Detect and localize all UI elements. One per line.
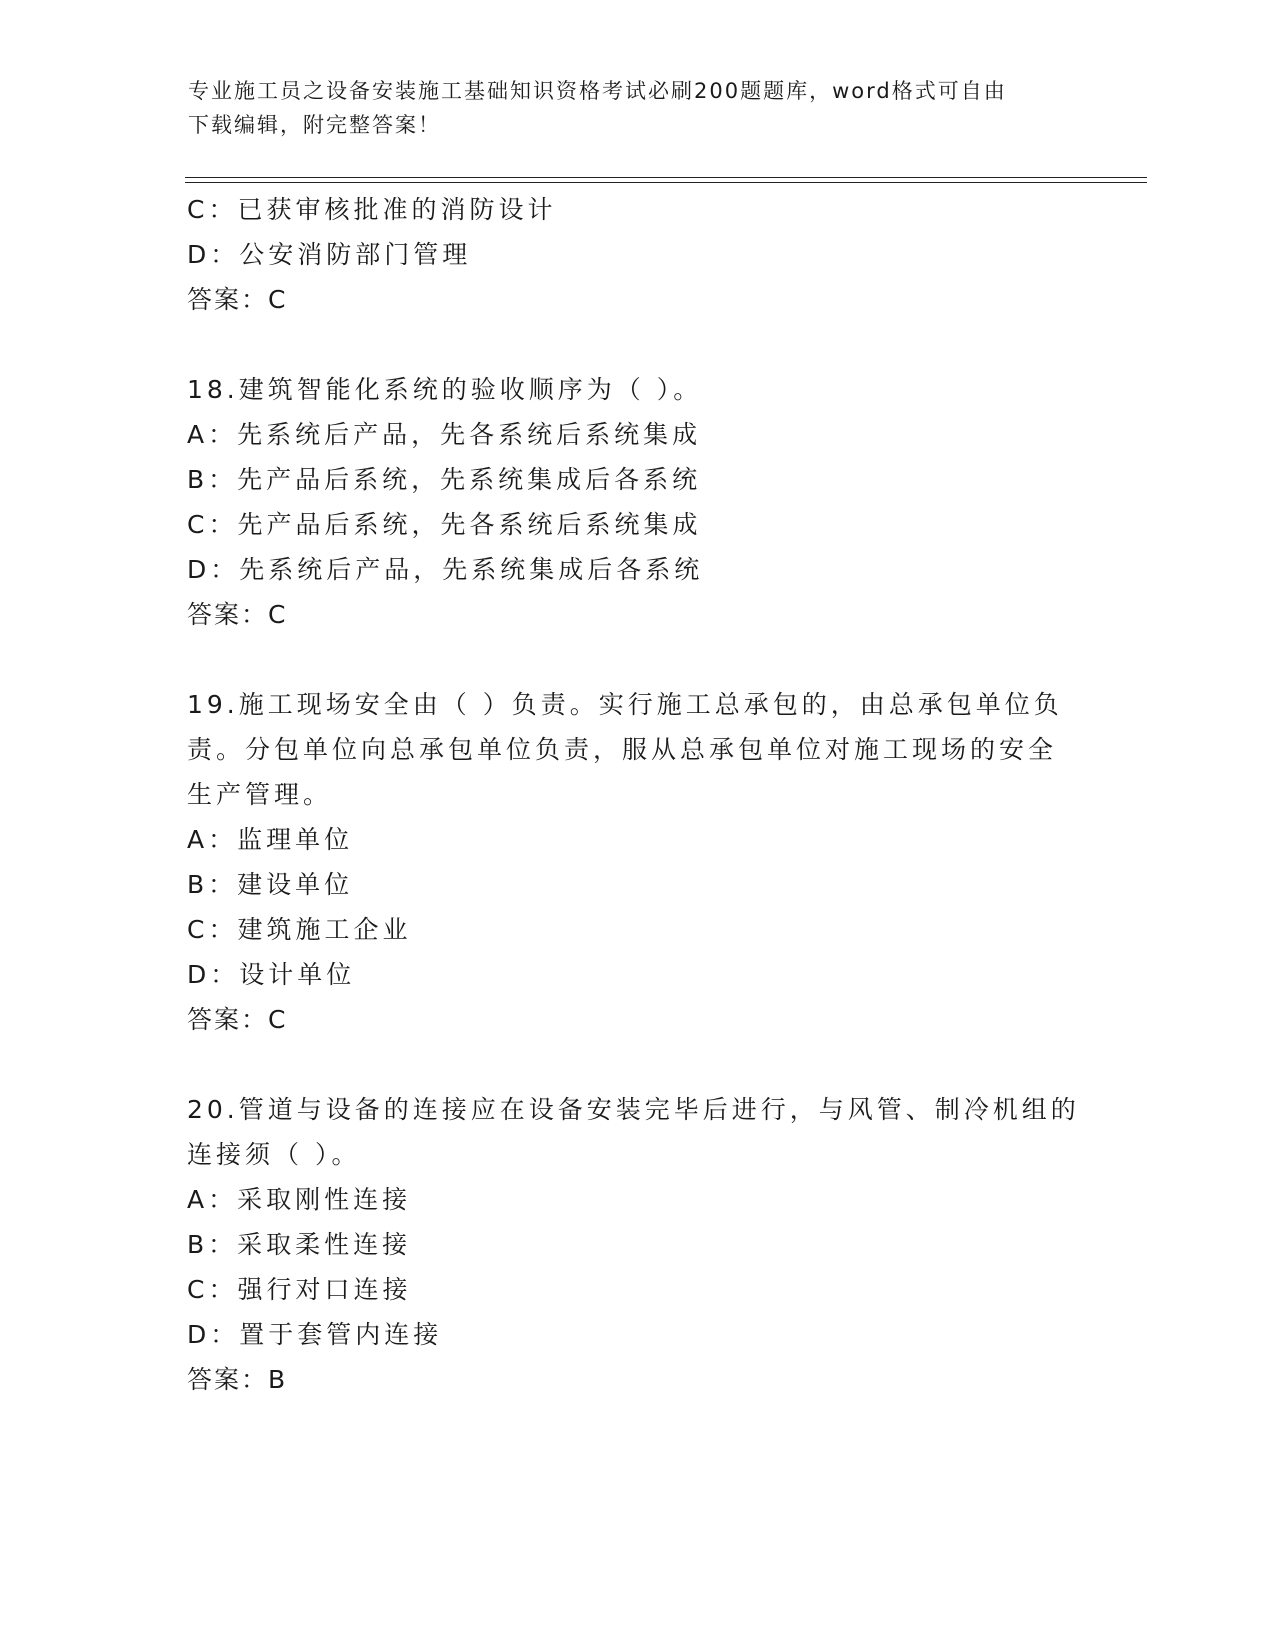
q19-question-line-1: 19.施工现场安全由（ ）负责。实行施工总承包的，由总承包单位负: [187, 690, 1063, 719]
q18-question: 18.建筑智能化系统的验收顺序为（ ）。: [187, 375, 703, 404]
q20-question-line-2: 连接须（ ）。: [187, 1140, 361, 1169]
q20-option-a: A：采取刚性连接: [187, 1185, 412, 1214]
q18-option-d: D：先系统后产品，先系统集成后各系统: [187, 555, 704, 584]
q19-question-line-2: 责。分包单位向总承包单位负责，服从总承包单位对施工现场的安全: [187, 735, 1058, 764]
q20-answer: 答案：B: [187, 1365, 288, 1394]
q17-option-d: D：公安消防部门管理: [187, 240, 472, 269]
q19-option-b: B：建设单位: [187, 870, 354, 899]
header-line-1: 专业施工员之设备安装施工基础知识资格考试必刷200题题库，word格式可自由: [188, 79, 1007, 103]
header-line-2: 下载编辑，附完整答案！: [188, 113, 441, 137]
q17-option-c: C：已获审核批准的消防设计: [187, 195, 557, 224]
q19-option-a: A：监理单位: [187, 825, 354, 854]
q20-option-d: D：置于套管内连接: [187, 1320, 443, 1349]
q18-answer: 答案：C: [187, 600, 288, 629]
document-header: [188, 74, 1088, 142]
q17-answer: 答案：C: [187, 285, 288, 314]
header-divider-bottom: [185, 182, 1147, 183]
q18-option-a: A：先系统后产品，先各系统后系统集成: [187, 420, 702, 449]
header-divider-top: [185, 177, 1147, 178]
q19-option-c: C：建筑施工企业: [187, 915, 412, 944]
q20-option-c: C：强行对口连接: [187, 1275, 412, 1304]
q20-option-b: B：采取柔性连接: [187, 1230, 412, 1259]
q20-question-line-1: 20.管道与设备的连接应在设备安装完毕后进行，与风管、制冷机组的: [187, 1095, 1080, 1124]
q19-option-d: D：设计单位: [187, 960, 356, 989]
q18-option-b: B：先产品后系统，先系统集成后各系统: [187, 465, 702, 494]
q18-option-c: C：先产品后系统，先各系统后系统集成: [187, 510, 702, 539]
q19-answer: 答案：C: [187, 1005, 288, 1034]
q19-question-line-3: 生产管理。: [187, 780, 333, 809]
